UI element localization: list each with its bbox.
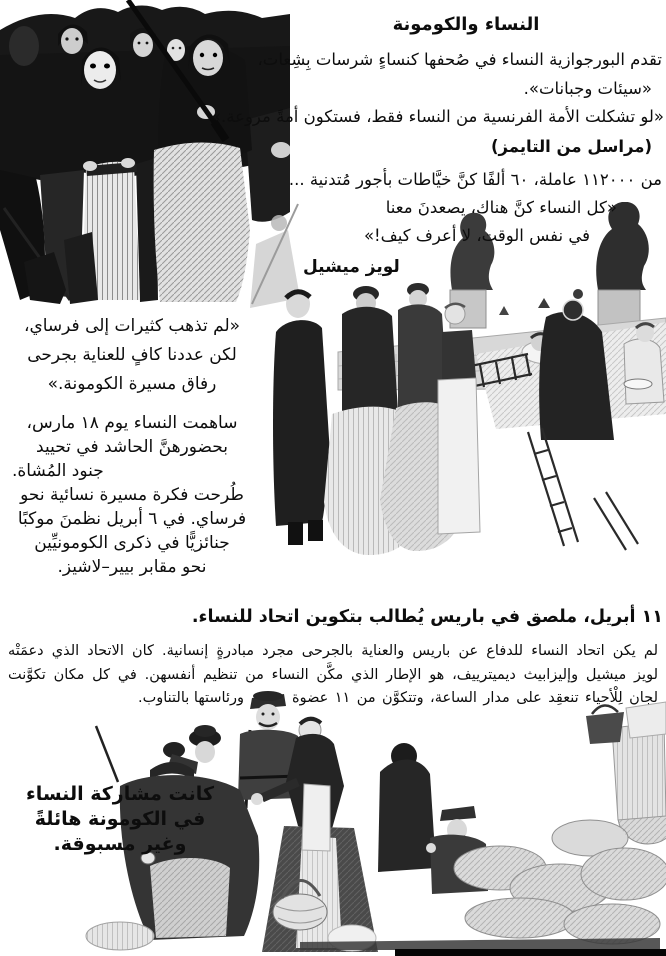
march-line: نحو مقابر بيير–لاشيز.: [57, 557, 207, 577]
visitor-figures: [273, 283, 480, 555]
versailles-quote-line: «لم تذهب كثيرات إلى فرساي،: [23, 316, 241, 336]
caption-line: وغير مسبوقة.: [53, 833, 187, 855]
march-line: جنود المُشاة.: [12, 461, 104, 481]
april-line: لويز ميشيل وإليزابيث ديميترييف، هو الإطار الذي مكَّن النساء من تنظيم أنفسهن. في كل مكان تكوَّنت: [8, 666, 658, 683]
workers-line: «كل النساء كنَّ هناك، يصعدنَ معنا: [385, 198, 617, 217]
march-paragraph: [12, 411, 252, 579]
march-line: بحضورهنَّ الحاشد في تحييد: [36, 437, 228, 457]
april-line: لم يكن اتحاد النساء للدفاع عن باريس والعناية بالجرحى مجرد مبادرةٍ إنسانية. كان الاتحاد الذي دعمَتْه: [8, 643, 658, 659]
april-paragraph: [8, 640, 658, 711]
page-title: النساء والكومونة: [392, 14, 540, 35]
scan-edge-bar: [395, 949, 666, 956]
intro-paragraph: [257, 45, 662, 103]
april-line-left-part: ورئاستها بالتناوب.: [138, 690, 244, 706]
april-section-heading: ١١ أبريل، ملصق في باريس يُطالب بتكوين اتحاد للنساء.: [191, 607, 663, 627]
april-line-split: [8, 687, 658, 711]
versailles-quote-line: لكن عددنا كافٍ للعناية بجرحى: [27, 345, 237, 365]
times-quote-attribution: (مراسل من التايمز): [490, 137, 652, 156]
workers-line: في نفس الوقت، لا أعرف كيف!»: [363, 226, 590, 245]
versailles-quote-line: رفاق مسيرة الكومونة.»: [47, 374, 217, 394]
march-line: جنائزيًّا في ذكرى الكومونيِّين: [34, 533, 230, 553]
workers-paragraph: [289, 166, 662, 250]
times-quote: [211, 102, 664, 162]
louise-michel-attribution: لويز ميشيل: [303, 257, 400, 277]
march-line: فرساي. في ٦ أبريل نظمنَ موكبًا: [17, 509, 247, 529]
april-line-right-part: لجان لِلْأحياء تنعقِد على مدار الساعة، وتتكوَّن من ١١ عضوة: [292, 690, 658, 706]
intro-line: «سيئات وجبانات».: [523, 79, 652, 98]
intro-line: تقدم البورجوازية النساء في صُحفها كنساءٍ شرسات بِشِعات،: [257, 50, 662, 69]
caption-line: في الكومونة هائلةً: [34, 808, 206, 830]
times-quote-line: «لو تشكلت الأمة الفرنسية من النساء فقط، فستكون أمةً مروعة.»: [210, 107, 664, 126]
march-line: طُرحت فكرة مسيرة نسائية نحو: [20, 485, 244, 505]
light-skirts: [82, 142, 250, 302]
versailles-quote: [12, 312, 252, 399]
right-soldier-group: [378, 702, 666, 944]
workers-line: من ١١٢٠٠٠ عاملة، ٦٠ ألفًا كنَّ خيَّاطات بأجور مُتدنية ...: [288, 170, 662, 189]
caption-line: كانت مشاركة النساء: [26, 783, 214, 805]
march-line: ساهمت النساء يوم ١٨ مارس،: [26, 413, 238, 433]
closing-caption: [14, 782, 226, 857]
